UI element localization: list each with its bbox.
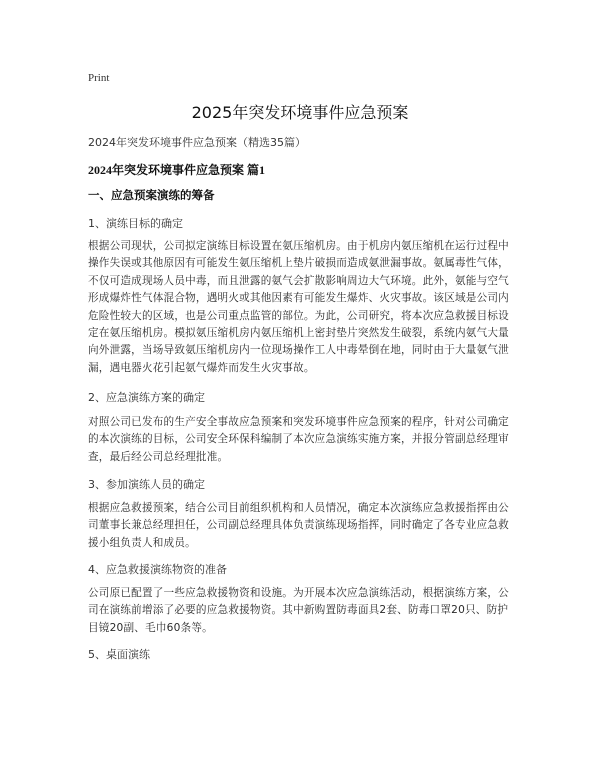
subheading-supplies: 4、应急救援演练物资的准备 — [88, 563, 227, 576]
article-heading: 2024年突发环境事件应急预案 篇1 — [88, 163, 266, 177]
section-heading: 一、应急预案演练的筹备 — [88, 188, 215, 202]
paragraph-plan: 对照公司已发布的生产安全事故应急预案和突发环境事件应急预案的程序，针对公司确定的本次演练的目标，公司安全环保科编制了本次应急演练实施方案，并报分管副总经理审查，最后经公司总经理批准。 — [88, 416, 509, 463]
subheading-personnel: 3、参加演练人员的确定 — [88, 478, 205, 491]
document-subtitle: 2024年突发环境事件应急预案（精选35篇） — [88, 136, 306, 149]
paragraph-personnel: 根据应急救援预案，结合公司目前组织机构和人员情况，确定本次演练应急救援指挥由公司董事长兼总经理担任，公司副总经理具体负责演练现场指挥，同时确定了各专业应急救援小组负责人和成员。 — [88, 502, 509, 549]
subheading-tabletop: 5、桌面演练 — [88, 648, 150, 661]
subheading-plan: 2、应急演练方案的确定 — [88, 391, 205, 404]
document-title: 2025年突发环境事件应急预案 — [191, 103, 409, 122]
paragraph-goal: 根据公司现状，公司拟定演练目标设置在氨压缩机房。由于机房内氨压缩机在运行过程中操作失误或其他原因有可能发生氨压缩机上垫片破损而造成氨泄漏事故。氨属毒性气体，不仅可造成现场人员中毒，而且泄露的氨气会扩散影响周边大气环境。此外，氨能与空气形成爆炸性气体混合物，遇明火或其他因素有可能发生爆炸、火灾事故。该区域是公司内危险性较大的区域，也是公司重点监管的部位。为此，公司研究，将本次应急救援目标设定在氨压缩机房。模拟氨压缩机房内氨压缩机上密封垫片突然发生破裂，系统内氨气大量向外泄露，当场导致氨压缩机房内一位现场操作工人中毒晕倒在地，同时由于大量氨气泄漏，遇电器火花引起氨气爆炸而发生火灾事故。 — [88, 240, 509, 374]
print-link[interactable]: Print — [88, 72, 110, 84]
paragraph-supplies: 公司原已配置了一些应急救援物资和设施。为开展本次应急演练活动，根据演练方案，公司在演练前增添了必要的应急救援物资。其中新购置防毒面具2套、防毒口罩20只、防护目镜20副、毛巾60条等。 — [88, 587, 509, 634]
subheading-goal: 1、演练目标的确定 — [88, 217, 183, 230]
